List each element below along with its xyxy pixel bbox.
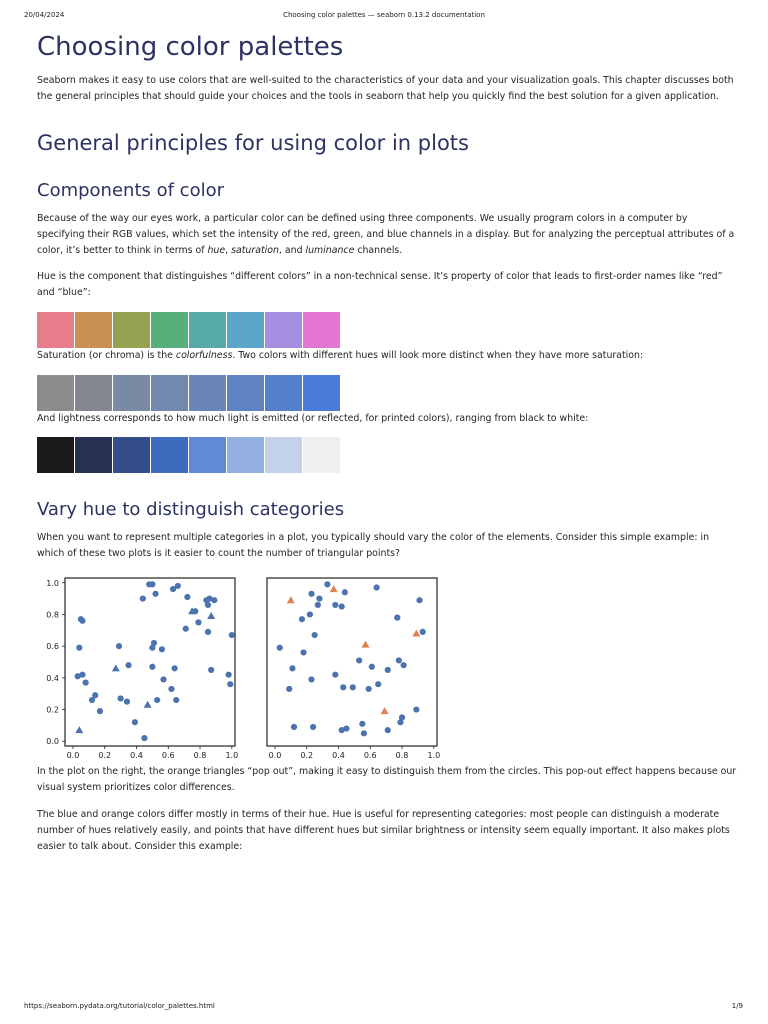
circle-point [195, 619, 201, 625]
section-heading-general-principles: General principles for using color in plots [37, 131, 469, 155]
circle-point [118, 695, 124, 701]
x-tick-label: 0.4 [332, 751, 345, 760]
circle-point [83, 680, 89, 686]
circle-point [308, 676, 314, 682]
y-tick-label: 0.4 [46, 673, 59, 683]
circle-point [149, 581, 155, 587]
circle-point [291, 724, 297, 730]
lightness-palette [37, 437, 341, 473]
x-tick-label: 1.0 [427, 751, 441, 760]
hue-swatch-4 [151, 312, 188, 348]
lightness-swatch-4 [151, 437, 188, 473]
subsection-heading-components-of-color: Components of color [37, 180, 224, 201]
triangle-point [75, 726, 83, 733]
circle-point [76, 645, 82, 651]
y-tick-label: 0.0 [46, 737, 59, 747]
circle-point [152, 591, 158, 597]
triangle-point [144, 701, 152, 708]
circle-point [361, 730, 367, 736]
scatter-plot-right-svg [265, 576, 445, 762]
circle-point [339, 603, 345, 609]
circle-point [308, 591, 314, 597]
circle-point [277, 645, 283, 651]
circle-point [396, 657, 402, 663]
scatter-plot-left [37, 576, 237, 762]
lightness-swatch-1 [37, 437, 74, 473]
circle-point [359, 721, 365, 727]
print-url: https://seaborn.pydata.org/tutorial/color_palettes.html [24, 1002, 215, 1010]
circle-point [369, 664, 375, 670]
circle-point [154, 697, 160, 703]
circle-point [343, 725, 349, 731]
circle-point [92, 692, 98, 698]
circle-point [132, 719, 138, 725]
hue-swatch-5 [189, 312, 226, 348]
circle-point [401, 662, 407, 668]
circle-point [299, 616, 305, 622]
circle-point [315, 602, 321, 608]
circle-point [399, 714, 405, 720]
circle-point [340, 684, 346, 690]
lightness-swatch-2 [75, 437, 112, 473]
circle-point [413, 706, 419, 712]
circle-point [124, 699, 130, 705]
lightness-swatch-3 [113, 437, 150, 473]
intro-paragraph: Seaborn makes it easy to use colors that are well-suited to the characteristics of your data and your visualization goals. This chapter discusses both the general principles that should guide your choices and the tools in seaborn that help you quickly find the best solution for a given application. [37, 75, 734, 102]
triangle-point [112, 664, 120, 671]
triangle-point [412, 629, 420, 636]
hue-swatch-7 [265, 312, 302, 348]
hue-swatch-3 [113, 312, 150, 348]
circle-point [184, 594, 190, 600]
saturation-swatch-2 [75, 375, 112, 411]
popout-paragraph: In the plot on the right, the orange triangles “pop out”, making it easy to distinguish them from the circles. This pop-out effect happens because our visual system prioritizes color differences. [37, 766, 737, 793]
circle-point [211, 597, 217, 603]
saturation-paragraph: Saturation (or chroma) is the colorfulness. Two colors with different hues will look more distinct when they have more saturation: [37, 350, 644, 361]
saturation-swatch-1 [37, 375, 74, 411]
circle-point [356, 657, 362, 663]
circle-point [342, 589, 348, 595]
circle-point [151, 640, 157, 646]
circle-point [79, 618, 85, 624]
circle-point [175, 583, 181, 589]
vary-hue-paragraph: When you want to represent multiple categories in a plot, you typically should vary the color of the elements. Consider this simple example: in which of these two plots is it easier to count the number of triangular points? [37, 532, 710, 559]
x-tick-label: 0.6 [363, 751, 377, 760]
circle-point [229, 632, 235, 638]
x-tick-label: 0.4 [130, 751, 143, 760]
triangle-point [330, 585, 338, 592]
circle-point [205, 602, 211, 608]
x-tick-label: 0.2 [300, 751, 314, 760]
triangle-point [362, 641, 370, 648]
print-doc-title: Choosing color palettes — seaborn 0.13.2 documentation [283, 11, 485, 19]
circle-point [394, 615, 400, 621]
circle-point [168, 686, 174, 692]
circle-point [312, 632, 318, 638]
circle-point [125, 662, 131, 668]
circle-point [97, 708, 103, 714]
circle-point [420, 629, 426, 635]
saturation-palette [37, 375, 341, 411]
y-tick-label: 1.0 [46, 578, 59, 588]
circle-point [332, 672, 338, 678]
circle-point [350, 684, 356, 690]
circle-point [116, 643, 122, 649]
circle-point [226, 672, 232, 678]
circle-point [385, 667, 391, 673]
circle-point [310, 724, 316, 730]
circle-point [205, 629, 211, 635]
circle-point [332, 602, 338, 608]
lightness-paragraph: And lightness corresponds to how much light is emitted (or reflected, for printed colors), ranging from black to white: [37, 413, 589, 424]
circle-point [366, 686, 372, 692]
hue-categories-paragraph: The blue and orange colors differ mostly in terms of their hue. Hue is useful for representing categories: most people can distinguish a moderate number of hues relatively easily, and points that have different hues but similar brightness or intensity seem equally important. It also makes plots easier to talk about. Consider this example: [37, 809, 730, 852]
hue-paragraph: Hue is the component that distinguishes “different colors” in a non-technical sense. It’s property of color that leads to first-order names like “red” and “blue”: [37, 271, 723, 298]
circle-point [140, 596, 146, 602]
saturation-swatch-7 [265, 375, 302, 411]
circle-point [149, 664, 155, 670]
scatter-plot-left-svg [37, 576, 237, 762]
circle-point [173, 697, 179, 703]
lightness-swatch-6 [227, 437, 264, 473]
circle-point [160, 676, 166, 682]
x-tick-label: 1.0 [225, 751, 239, 760]
circle-point [374, 584, 380, 590]
hue-palette [37, 312, 341, 348]
y-tick-label: 0.8 [46, 610, 59, 620]
circle-point [375, 681, 381, 687]
x-tick-label: 0.8 [395, 751, 409, 760]
saturation-swatch-6 [227, 375, 264, 411]
x-tick-label: 0.6 [161, 751, 175, 760]
subsection-heading-vary-hue: Vary hue to distinguish categories [37, 499, 345, 520]
circle-point [324, 581, 330, 587]
saturation-swatch-5 [189, 375, 226, 411]
triangle-point [287, 596, 295, 603]
triangle-point [381, 707, 389, 714]
circle-point [289, 665, 295, 671]
saturation-swatch-3 [113, 375, 150, 411]
scatter-plot-right [265, 576, 445, 762]
x-tick-label: 0.0 [268, 751, 282, 760]
x-tick-label: 0.2 [98, 751, 112, 760]
plot-frame [267, 578, 437, 746]
circle-point [316, 596, 322, 602]
x-tick-label: 0.8 [193, 751, 207, 760]
print-date: 20/04/2024 [24, 11, 65, 19]
lightness-swatch-5 [189, 437, 226, 473]
triangle-point [207, 612, 215, 619]
circle-point [208, 667, 214, 673]
circle-point [385, 727, 391, 733]
hue-swatch-6 [227, 312, 264, 348]
circle-point [300, 649, 306, 655]
components-paragraph: Because of the way our eyes work, a particular color can be defined using three components. We usually program colors in a computer by specifying their RGB values, which set the intensity of the red, green, and blue channels in a display. But for analyzing the perceptual attributes of a color, it’s better to think in terms of hue, saturation, and luminance channels. [37, 213, 735, 256]
lightness-swatch-8 [303, 437, 340, 473]
print-page-number: 1/9 [731, 1002, 743, 1010]
saturation-swatch-4 [151, 375, 188, 411]
page-title: Choosing color palettes [37, 32, 344, 62]
hue-swatch-2 [75, 312, 112, 348]
circle-point [159, 646, 165, 652]
lightness-swatch-7 [265, 437, 302, 473]
hue-swatch-8 [303, 312, 340, 348]
y-tick-label: 0.6 [46, 642, 59, 652]
hue-swatch-1 [37, 312, 74, 348]
circle-point [307, 611, 313, 617]
y-tick-label: 0.2 [46, 705, 59, 715]
circle-point [227, 681, 233, 687]
circle-point [79, 672, 85, 678]
circle-point [183, 626, 189, 632]
saturation-swatch-8 [303, 375, 340, 411]
circle-point [286, 686, 292, 692]
circle-point [416, 597, 422, 603]
circle-point [172, 665, 178, 671]
x-tick-label: 0.0 [66, 751, 80, 760]
circle-point [141, 735, 147, 741]
